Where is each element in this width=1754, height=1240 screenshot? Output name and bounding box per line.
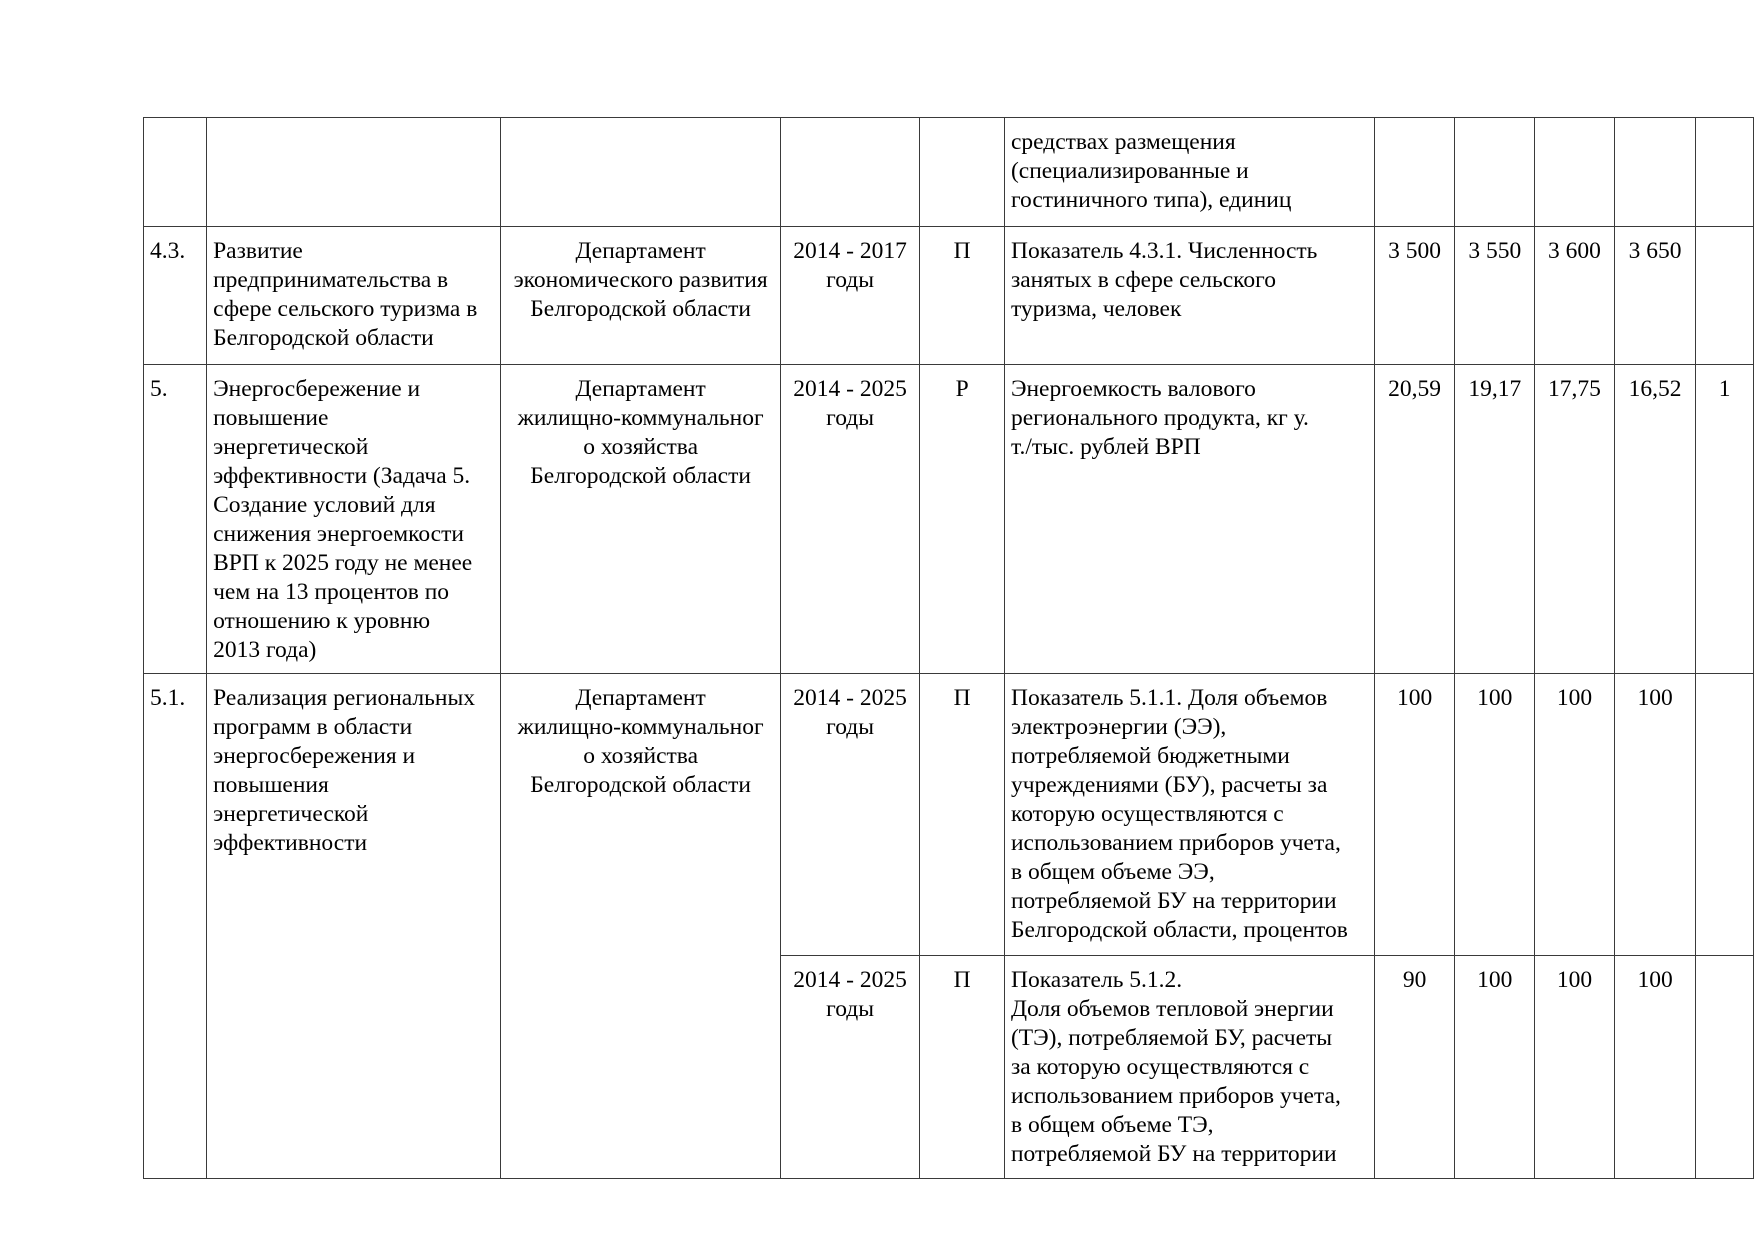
row-indicator-cell: Показатель 4.3.1. Численность занятых в сфере сельского туризма, человек [1004, 227, 1374, 365]
table-row [144, 227, 1754, 365]
row-value-cell [1535, 118, 1615, 227]
row-name-cell: Реализация региональных программ в области энергосбережения и повышения энергетической эффективности [207, 674, 501, 1179]
row-type-cell: Р [920, 365, 1005, 674]
row-value-cell: 3 500 [1374, 227, 1455, 365]
row-value-cell: 100 [1614, 674, 1696, 956]
row-name-cell: Энергосбережение и повышение энергетической эффективности (Задача 5. Создание условий для снижения энергоемкости ВРП к 2025 году не менее чем на 13 процентов по отношению к уровню 2013 года) [207, 365, 501, 674]
table-row [144, 674, 1754, 956]
row-id-cell: 4.3. [144, 227, 207, 365]
table-row [144, 118, 1754, 227]
row-value-cell: 19,17 [1455, 365, 1535, 674]
row-value-cell: 16,52 [1614, 365, 1696, 674]
row-type-cell [920, 118, 1005, 227]
row-value-cell: 100 [1535, 674, 1615, 956]
row-executor-cell: Департамент жилищно-коммунальног о хозяйства Белгородской области [501, 365, 781, 674]
row-id-cell [144, 118, 207, 227]
row-value-cell: 100 [1455, 956, 1535, 1179]
row-value-cell [1696, 956, 1754, 1179]
row-executor-cell [501, 118, 781, 227]
row-period-cell: 2014 - 2017 годы [780, 227, 919, 365]
row-period-cell: 2014 - 2025 годы [780, 956, 919, 1179]
row-id-cell: 5. [144, 365, 207, 674]
row-name-cell [207, 118, 501, 227]
row-value-cell: 100 [1614, 956, 1696, 1179]
indicators-table [143, 117, 1754, 1179]
row-indicator-cell: Энергоемкость валового регионального продукта, кг у. т./тыс. рублей ВРП [1004, 365, 1374, 674]
row-value-cell [1374, 118, 1455, 227]
row-value-cell [1614, 118, 1696, 227]
row-value-cell: 17,75 [1535, 365, 1615, 674]
row-value-cell: 90 [1374, 956, 1455, 1179]
row-value-cell: 100 [1374, 674, 1455, 956]
row-name-cell: Развитие предпринимательства в сфере сельского туризма в Белгородской области [207, 227, 501, 365]
row-value-cell: 3 650 [1614, 227, 1696, 365]
row-value-cell [1696, 118, 1754, 227]
row-id-cell: 5.1. [144, 674, 207, 1179]
row-period-cell: 2014 - 2025 годы [780, 674, 919, 956]
table-row [144, 365, 1754, 674]
row-value-cell [1696, 227, 1754, 365]
row-value-cell: 100 [1455, 674, 1535, 956]
row-value-cell: 1 [1696, 365, 1754, 674]
row-value-cell: 20,59 [1374, 365, 1455, 674]
row-type-cell: П [920, 227, 1005, 365]
row-indicator-cell: средствах размещения (специализированные и гостиничного типа), единиц [1004, 118, 1374, 227]
row-indicator-cell: Показатель 5.1.1. Доля объемов электроэнергии (ЭЭ), потребляемой бюджетными учреждениями (БУ), расчеты за которую осуществляются с использованием приборов учета, в общем объеме ЭЭ, потребляемой БУ на территории Белгородской области, процентов [1004, 674, 1374, 956]
row-value-cell [1696, 674, 1754, 956]
row-indicator-cell: Показатель 5.1.2. Доля объемов тепловой энергии (ТЭ), потребляемой БУ, расчеты за которую осуществляются с использованием приборов учета, в общем объеме ТЭ, потребляемой БУ на территории [1004, 956, 1374, 1179]
row-value-cell: 3 600 [1535, 227, 1615, 365]
row-type-cell: П [920, 956, 1005, 1179]
row-period-cell [780, 118, 919, 227]
row-executor-cell: Департамент жилищно-коммунальног о хозяйства Белгородской области [501, 674, 781, 1179]
row-value-cell [1455, 118, 1535, 227]
row-period-cell: 2014 - 2025 годы [780, 365, 919, 674]
row-value-cell: 3 550 [1455, 227, 1535, 365]
row-type-cell: П [920, 674, 1005, 956]
row-executor-cell: Департамент экономического развития Белгородской области [501, 227, 781, 365]
row-value-cell: 100 [1535, 956, 1615, 1179]
